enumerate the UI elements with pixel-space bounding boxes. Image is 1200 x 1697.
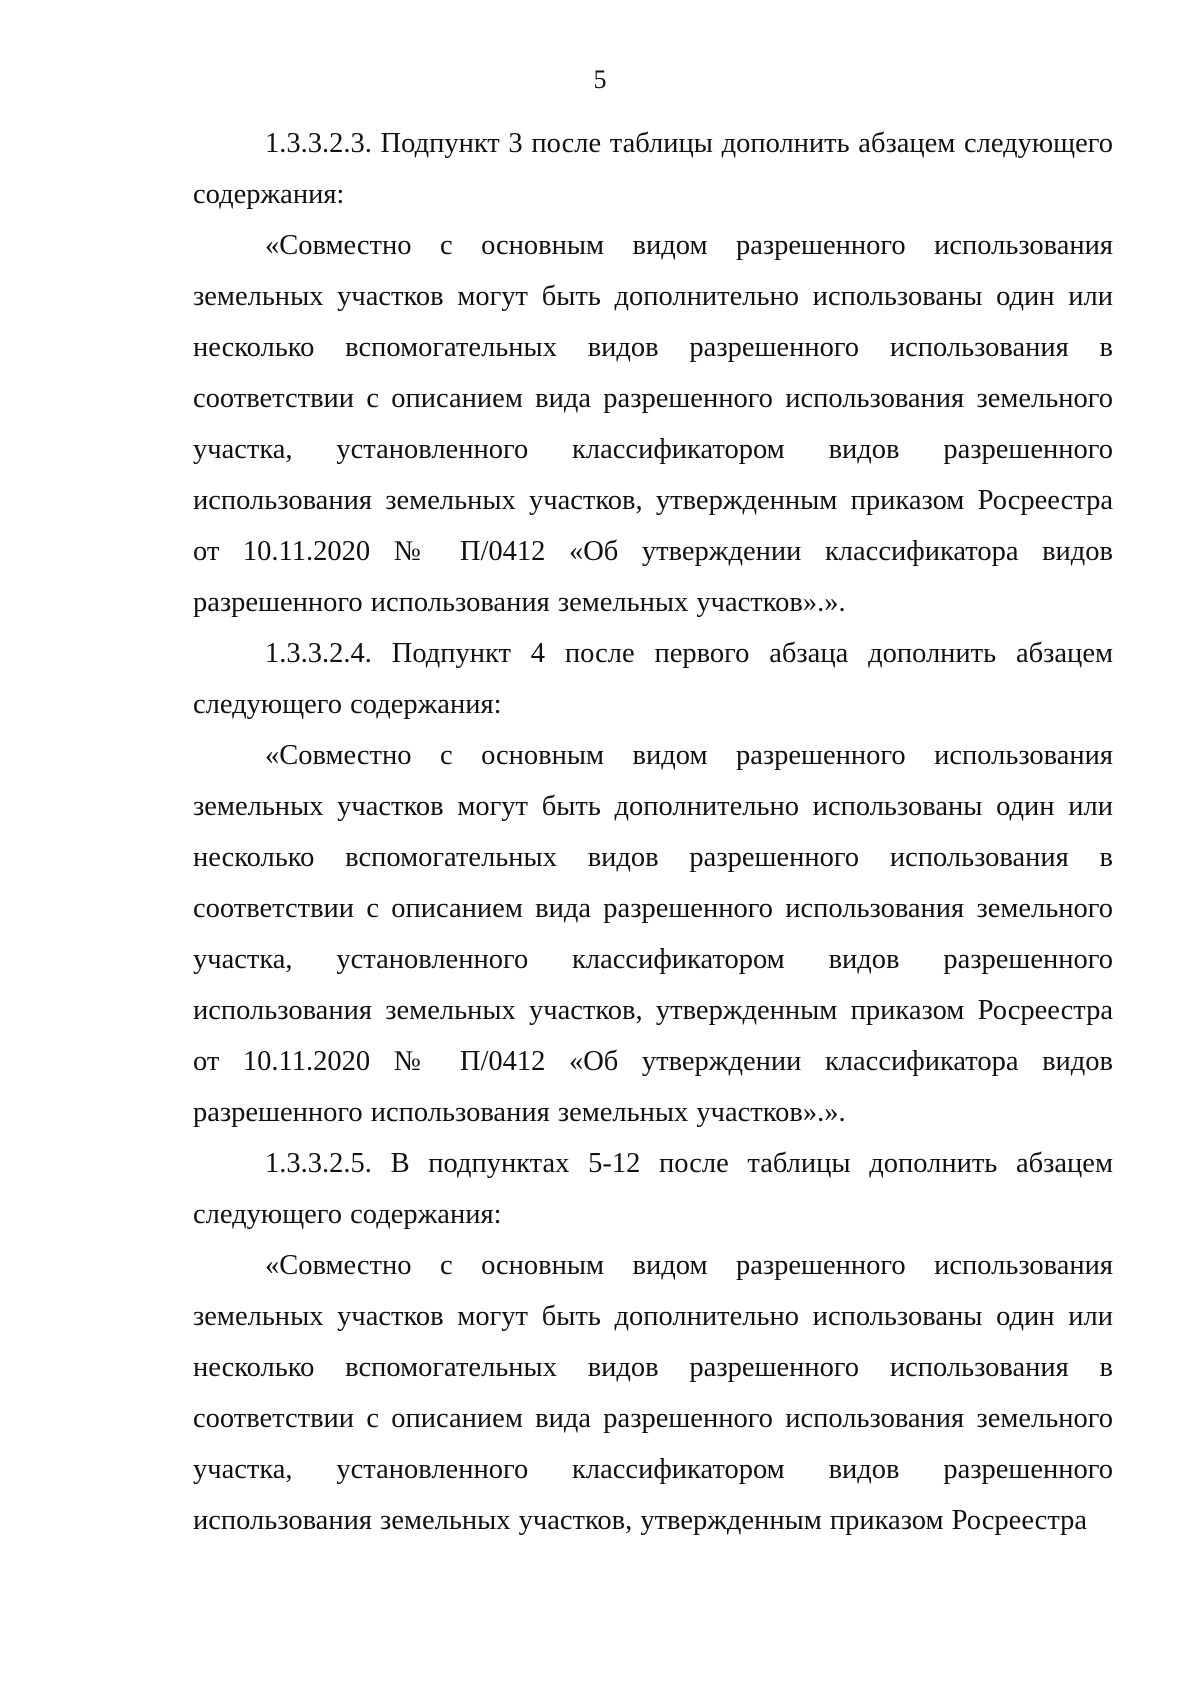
- document-body: [193, 118, 1113, 1546]
- paragraph-amendment-1-3-3-2-5: 1.3.3.2.5. В подпунктах 5-12 после таблицы дополнить абзацем следующего содержания:: [193, 1148, 1113, 1230]
- paragraph-amendment-1-3-3-2-3: 1.3.3.2.3. Подпункт 3 после таблицы дополнить абзацем следующего содержания:: [193, 128, 1113, 210]
- page-number: 5: [593, 65, 607, 94]
- paragraph-quoted-text-3: «Совместно с основным видом разрешенного использования земельных участков могут быть дополнительно использованы один или несколько вспомогательных видов разрешенного использования в соответствии с описанием вида разрешенного использования земельного участка, установленного классификатором видов разрешенного использования земельных участков, утвержденным приказом Росреестра: [193, 1250, 1113, 1536]
- paragraph-quoted-text-1: «Совместно с основным видом разрешенного использования земельных участков могут быть дополнительно использованы один или несколько вспомогательных видов разрешенного использования в соответствии с описанием вида разрешенного использования земельного участка, установленного классификатором видов разрешенного использования земельных участков, утвержденным приказом Росреестра от 10.11.2020 № П/0412 «Об утверждении классификатора видов разрешенного использования земельных участков».».: [193, 230, 1113, 618]
- paragraph-amendment-1-3-3-2-4: 1.3.3.2.4. Подпункт 4 после первого абзаца дополнить абзацем следующего содержания:: [193, 638, 1113, 720]
- paragraph-quoted-text-2: «Совместно с основным видом разрешенного использования земельных участков могут быть дополнительно использованы один или несколько вспомогательных видов разрешенного использования в соответствии с описанием вида разрешенного использования земельного участка, установленного классификатором видов разрешенного использования земельных участков, утвержденным приказом Росреестра от 10.11.2020 № П/0412 «Об утверждении классификатора видов разрешенного использования земельных участков».».: [193, 740, 1113, 1128]
